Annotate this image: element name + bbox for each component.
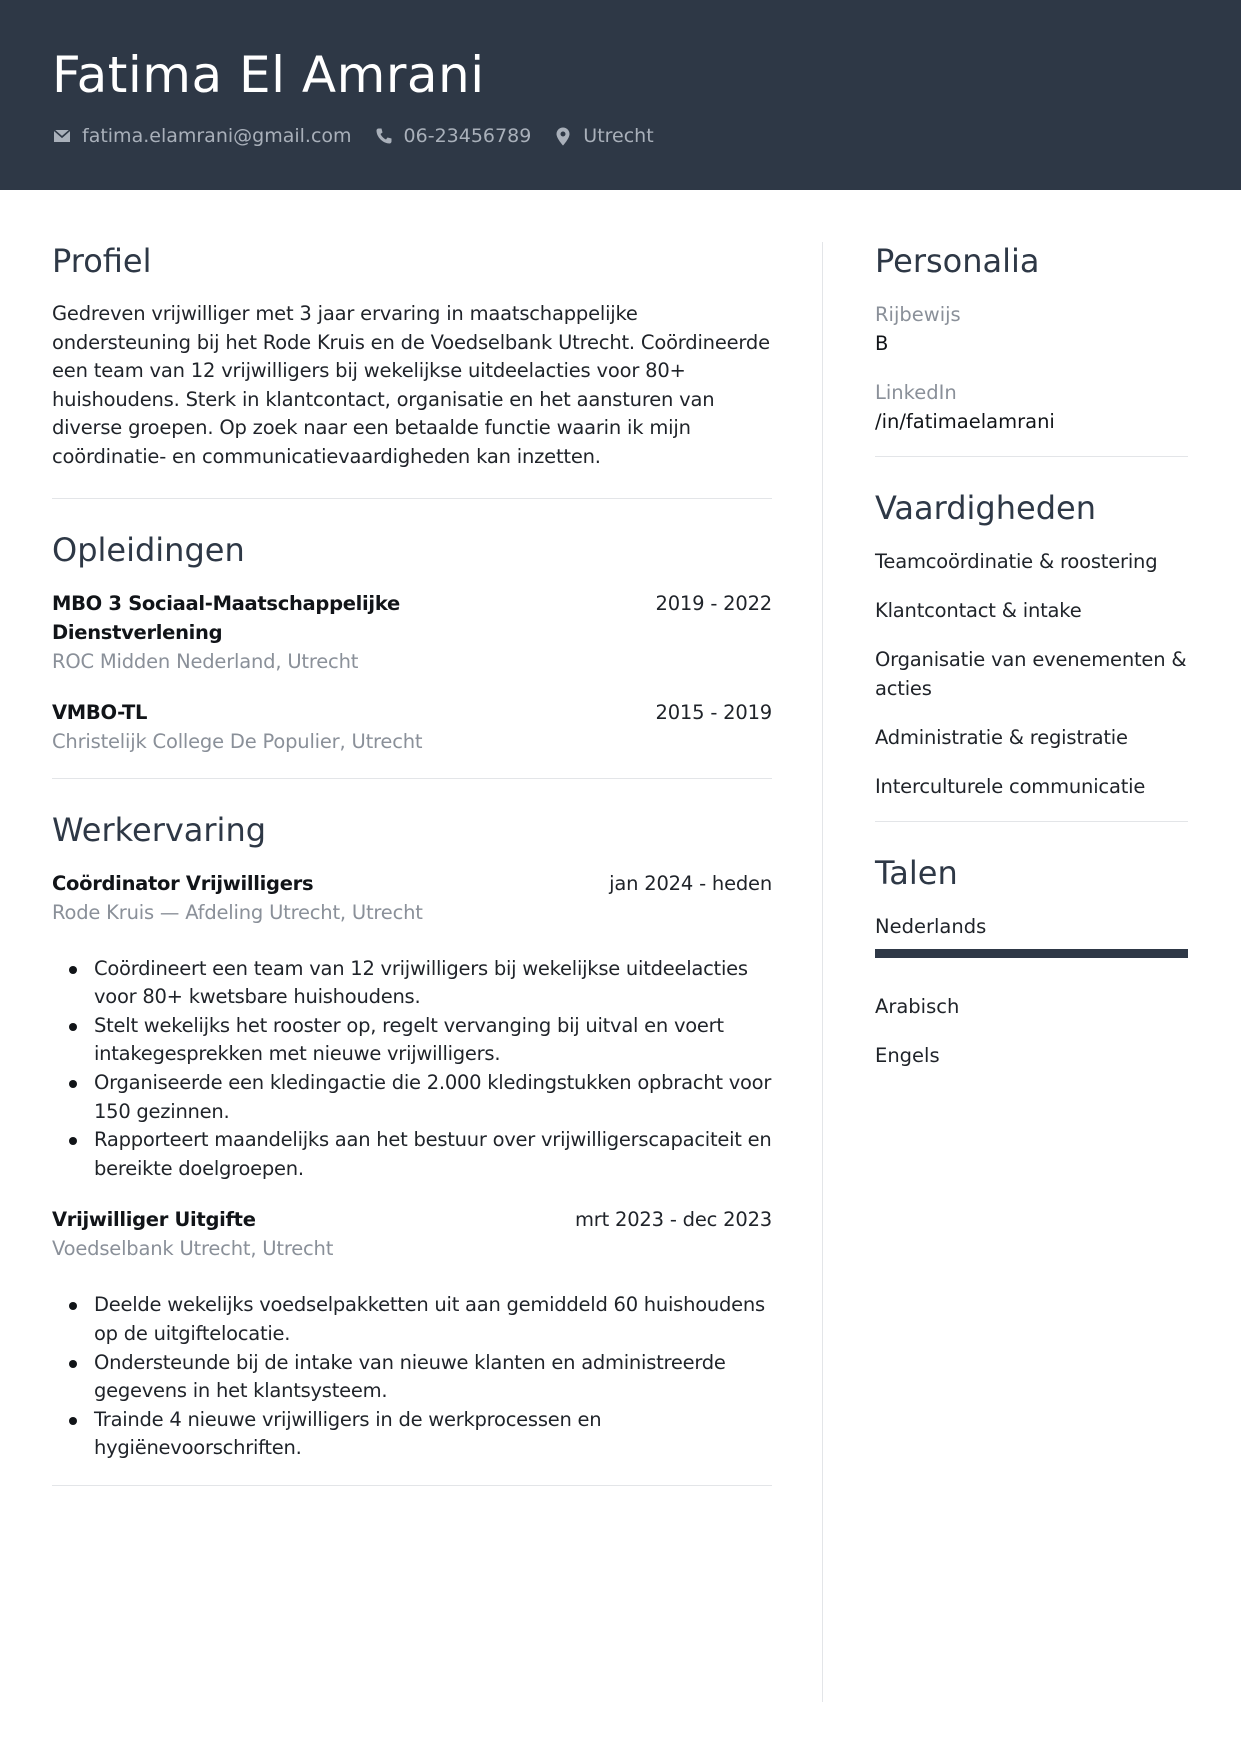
candidate-name: Fatima El Amrani xyxy=(52,46,485,104)
mail-icon xyxy=(52,126,72,146)
skill-item: Organisatie van evenementen & acties xyxy=(875,648,1187,700)
experience-entry xyxy=(52,1205,772,1463)
skill-item: Administratie & registratie xyxy=(875,726,1128,749)
bullet-item: Rapporteert maandelijks aan het bestuur over vrijwilligerscapaciteit en bereikte doelgroepen. xyxy=(94,1126,772,1183)
profile-text: Gedreven vrijwilliger met 3 jaar ervaring in maatschappelijke ondersteuning bij het Rode Kruis en de Voedselbank Utrecht. Coördineerde een team van 12 vrijwilligers bij wekelijkse uitdeelacties voor 80+ huishoudens. Sterk in klantcontact, organisatie en het aansturen van diverse groepen. Op zoek naar een betaalde functie waarin ik mijn coördinatie- en communicatievaardigheden kan inzetten. xyxy=(52,302,770,468)
linkedin-value[interactable]: /in/fatimaelamrani xyxy=(875,410,1055,433)
personal-section xyxy=(875,240,1188,436)
skill-item: Teamcoördinatie & roostering xyxy=(875,550,1158,573)
column-divider xyxy=(822,242,823,1702)
entry-title: MBO 3 Sociaal-Maatschappelijke Dienstverlening xyxy=(52,591,400,644)
entry-title: Vrijwilliger Uitgifte xyxy=(52,1208,256,1232)
personal-label: Rijbewijs xyxy=(875,303,961,326)
education-title: Opleidingen xyxy=(52,530,245,569)
entry-date: 2019 - 2022 xyxy=(655,591,772,615)
contact-bar xyxy=(52,121,676,151)
entry-org: Christelijk College De Populier, Utrecht xyxy=(52,729,423,753)
bullet-list xyxy=(52,955,772,1184)
section-divider xyxy=(875,456,1188,457)
education-entry xyxy=(52,698,772,756)
section-divider xyxy=(52,778,772,779)
entry-org: Voedselbank Utrecht, Utrecht xyxy=(52,1237,334,1261)
bullet-item: Organiseerde een kledingactie die 2.000 kledingstukken opbracht voor 150 gezinnen. xyxy=(94,1069,772,1126)
entry-date: 2015 - 2019 xyxy=(655,700,772,724)
contact-location xyxy=(553,125,653,147)
bullet-item: Trainde 4 nieuwe vrijwilligers in de werkprocessen en hygiënevoorschriften. xyxy=(94,1406,772,1463)
phone-text: 06-23456789 xyxy=(403,125,532,147)
entry-date: mrt 2023 - dec 2023 xyxy=(574,1208,772,1232)
header-inner xyxy=(52,0,1192,190)
contact-email[interactable] xyxy=(52,125,352,147)
bullet-item: Ondersteunde bij de intake van nieuwe klanten en administreerde gegevens in het klantsysteem. xyxy=(94,1349,772,1406)
bullet-item: Coördineert een team van 12 vrijwilligers bij wekelijkse uitdeelacties voor 80+ kwetsbare huishoudens. xyxy=(94,955,772,1012)
skills-title: Vaardigheden xyxy=(875,489,1096,527)
language-item: Nederlands xyxy=(875,915,987,938)
language-item: Arabisch xyxy=(875,995,960,1018)
bullet-list xyxy=(52,1291,772,1463)
bullet-item: Deelde wekelijks voedselpakketten uit aan gemiddeld 60 huishoudens op de uitgiftelocatie. xyxy=(94,1291,772,1348)
entry-org: ROC Midden Nederland, Utrecht xyxy=(52,649,359,673)
entry-head xyxy=(52,589,772,647)
entry-title: VMBO-TL xyxy=(52,700,148,724)
personal-label: LinkedIn xyxy=(875,381,957,404)
experience-section xyxy=(52,809,772,1463)
sidebar-column xyxy=(875,240,1188,1090)
profile-section xyxy=(52,240,772,472)
resume-header xyxy=(0,0,1241,190)
section-divider xyxy=(52,1485,772,1486)
entry-org: Rode Kruis — Afdeling Utrecht, Utrecht xyxy=(52,900,423,924)
main-column xyxy=(52,240,772,1516)
personal-title: Personalia xyxy=(875,242,1040,280)
section-divider xyxy=(52,498,772,499)
skill-item: Interculturele communicatie xyxy=(875,775,1146,798)
section-divider xyxy=(875,821,1188,822)
contact-phone[interactable] xyxy=(374,125,532,147)
location-pin-icon xyxy=(553,126,573,146)
skill-item: Klantcontact & intake xyxy=(875,599,1082,622)
experience-entry xyxy=(52,869,772,1184)
entry-head xyxy=(52,869,772,898)
phone-icon xyxy=(374,126,394,146)
education-entry xyxy=(52,589,772,676)
languages-section xyxy=(875,852,1188,1070)
languages-title: Talen xyxy=(875,854,958,892)
profile-title: Profiel xyxy=(52,242,152,280)
language-level-fill xyxy=(875,949,1188,958)
entry-head xyxy=(52,698,772,727)
bullet-item: Stelt wekelijks het rooster op, regelt vervanging bij uitval en voert intakegesprekken met nieuwe vrijwilligers. xyxy=(94,1012,772,1069)
skills-section xyxy=(875,487,1188,801)
education-section xyxy=(52,529,772,756)
language-level-bar xyxy=(875,949,1188,958)
entry-date: jan 2024 - heden xyxy=(609,871,772,895)
language-item: Engels xyxy=(875,1044,940,1067)
entry-head xyxy=(52,1205,772,1234)
personal-value: B xyxy=(875,332,889,355)
entry-title: Coördinator Vrijwilligers xyxy=(52,871,314,895)
location-text: Utrecht xyxy=(583,125,654,147)
experience-title: Werkervaring xyxy=(52,810,267,849)
email-text: fatima.elamrani@gmail.com xyxy=(82,125,352,147)
